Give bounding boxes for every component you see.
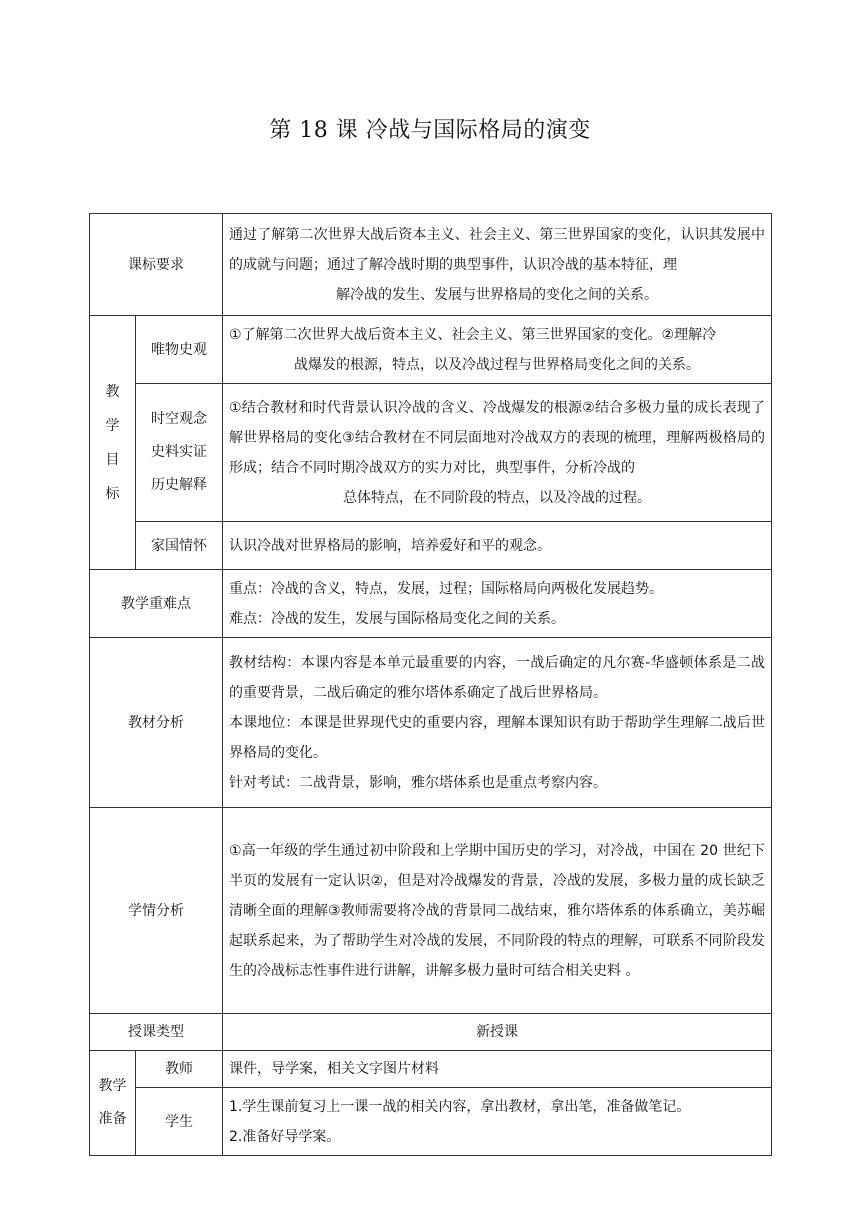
teacher-content: 课件，导学案，相关文字图片材料	[223, 1051, 772, 1088]
shikong-text-main: ①结合教材和时代背景认识冷战的含义、冷战爆发的根源②结合多极力量的成长表现了解世界格局的变化③结合教材在不同层面地对冷战双方的表现的梳理，理解两极格局的形成；结合不同时期冷战双方的实力对比，典型事件，分析冷战的	[229, 399, 765, 476]
teacher-label: 教师	[136, 1051, 223, 1088]
student-content	[223, 1088, 772, 1156]
jiaguo-content: 认识冷战对世界格局的影响，培养爱好和平的观念。	[223, 522, 772, 570]
kebiao-text-main: 通过了解第二次世界大战后资本主义、社会主义、第三世界国家的变化，认识其发展中的成就与问题；通过了解冷战时期的典型事件，认识冷战的基本特征，理	[229, 226, 765, 273]
row-kebiao	[90, 214, 772, 316]
zhunbei-label-line: 准备	[98, 1111, 127, 1127]
zhunbei-label	[90, 1051, 136, 1156]
page-title: 第 18 课 冷战与国际格局的演变	[269, 118, 591, 143]
xueqing-content: ①高一年级的学生通过初中阶段和上学期中国历史的学习，对冷战，中国在 20 世纪下半页的发展有一定认识②，但是对冷战爆发的背景，冷战的发展，多极力量的成长缺乏清晰全面的理解③教师需要将冷战的背景同二战结束，雅尔塔体系的体系确立，美苏崛起联系起来，为了帮助学生对冷战的发展，不同阶段的特点的理解，可联系不同阶段发生的冷战标志性事件进行讲解，讲解多极力量时可结合相关史料 。	[223, 808, 772, 1014]
shikong-text-last: 总体特点，在不同阶段的特点，以及冷战的过程。	[343, 489, 651, 506]
shikong-label: 时空观念	[151, 411, 207, 427]
shiliao-label: 史料实证	[151, 444, 207, 460]
mubiao-char: 教	[105, 383, 120, 400]
mubiao-label	[90, 316, 136, 570]
row-jiaguo	[90, 522, 772, 570]
jiaocai-exam: 针对考试：二战背景，影响，雅尔塔体系也是重点考察内容。	[229, 774, 607, 791]
student-label: 学生	[136, 1088, 223, 1156]
row-teacher-prep	[90, 1051, 772, 1088]
nandian-text: 难点：冷战的发生，发展与国际格局变化之间的关系。	[229, 610, 565, 627]
row-student-prep	[90, 1088, 772, 1156]
zhongdian-text: 重点：冷战的含义，特点，发展，过程；国际格局向两极化发展趋势。	[229, 580, 663, 597]
row-leixing	[90, 1014, 772, 1051]
zhongnan-content	[223, 570, 772, 638]
weiwu-text-last: 战爆发的根源，特点，以及冷战过程与世界格局变化之间的关系。	[294, 356, 700, 373]
row-weiwu	[90, 316, 772, 384]
row-zhongnan	[90, 570, 772, 638]
row-xueqing	[90, 808, 772, 1014]
jieshi-label: 历史解释	[151, 477, 207, 493]
lesson-plan-table	[89, 213, 772, 1156]
weiwu-label: 唯物史观	[136, 316, 223, 384]
leixing-label: 授课类型	[90, 1014, 223, 1051]
kebiao-label: 课标要求	[90, 214, 223, 316]
jiaocai-label: 教材分析	[90, 638, 223, 808]
row-jiaocai	[90, 638, 772, 808]
weiwu-content	[223, 316, 772, 384]
zhunbei-label-line: 教学	[98, 1078, 127, 1094]
kebiao-content	[223, 214, 772, 316]
jiaocai-position: 本课地位：本课是世界现代史的重要内容，理解本课知识有助于帮助学生理解二战后世界格局的变化。	[229, 714, 765, 761]
zhongnan-label: 教学重难点	[90, 570, 223, 638]
kebiao-text-last: 解冷战的发生、发展与世界格局的变化之间的关系。	[336, 286, 658, 303]
mubiao-char: 学	[105, 417, 120, 434]
leixing-value: 新授课	[223, 1014, 772, 1051]
jiaocai-structure: 教材结构：本课内容是本单元最重要的内容，一战后确定的凡尔赛-华盛顿体系是二战的重要背景，二战后确定的雅尔塔体系确定了战后世界格局。	[229, 654, 765, 701]
student-item-1: 1.学生课前复习上一课一战的相关内容，拿出教材，拿出笔，准备做笔记。	[229, 1098, 691, 1115]
weiwu-text-main: ①了解第二次世界大战后资本主义、社会主义、第三世界国家的变化。②理解冷	[229, 326, 717, 343]
mubiao-char: 标	[105, 485, 120, 502]
mubiao-char: 目	[105, 451, 120, 468]
shikong-labels	[136, 384, 223, 522]
jiaocai-content	[223, 638, 772, 808]
student-item-2: 2.准备好导学案。	[229, 1128, 341, 1145]
shikong-content	[223, 384, 772, 522]
row-shikong	[90, 384, 772, 522]
jiaguo-label: 家国情怀	[136, 522, 223, 570]
xueqing-label: 学情分析	[90, 808, 223, 1014]
